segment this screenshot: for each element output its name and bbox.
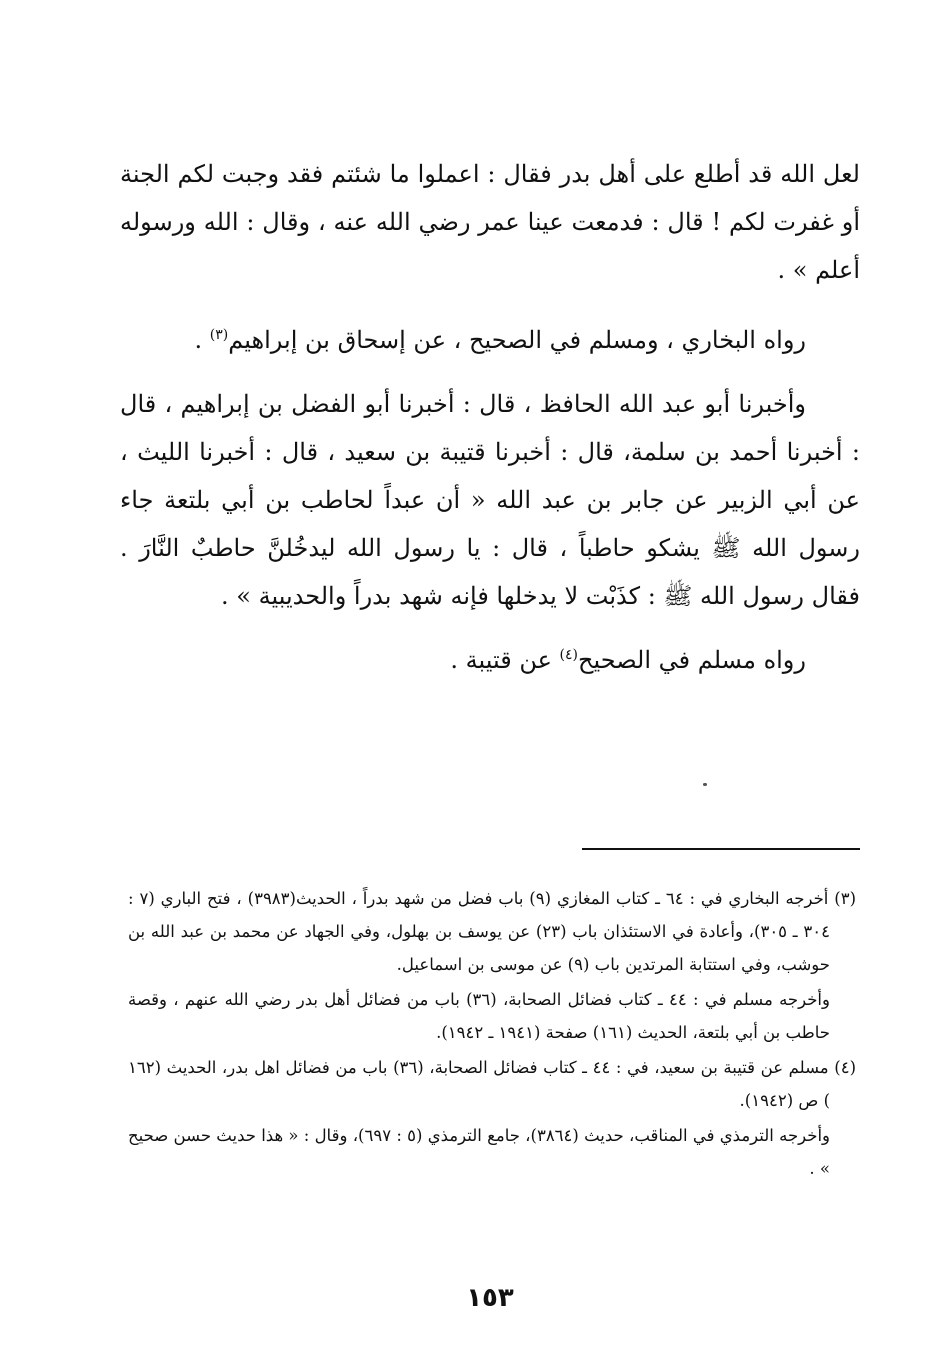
paragraph-narration-bukhari — [120, 316, 860, 364]
footnote-3: (٣) أخرجه البخاري في : ٦٤ ـ كتاب المغازي (٩) باب فضل من شهد بدراً ، الحديث(٣٩٨٣) ، فتح الباري (٧ : ٣٠٤ ـ ٣٠٥)، وأعادة في الاستئذان باب (٢٣) عن يوسف بن بهلول، وفي الجهاد عن محمد بن عبد الله بن حوشب، وفي استتابة المرتدين باب (٩) عن موسى بن اسماعيل. — [128, 889, 857, 974]
paragraph-hadith-hatib: وأخبرنا أبو عبد الله الحافظ ، قال : أخبرنا أبو الفضل بن إبراهيم ، قال : أخبرنا أحمد بن سلمة، قال : أخبرنا قتيبة بن سعيد ، قال : أخبرنا الليث ، عن أبي الزبير عن جابر بن عبد الله « أن عبداً لحاطب بن أبي بلتعة جاء رسول الله ﷺ يشكو حاطباً ، قال : يا رسول الله ليدخُلنَّ حاطبٌ النَّارَ . فقال رسول الله ﷺ : كذَبْت لا يدخلها فإنه شهد بدراً والحديبية » . — [120, 390, 860, 610]
narration-text: رواه البخاري ، ومسلم في الصحيح ، عن إسحاق بن إبراهيم — [228, 326, 806, 354]
narration-tail: عن قتيبة . — [450, 646, 560, 674]
main-text — [120, 150, 860, 700]
paragraph-narration-muslim — [120, 636, 860, 684]
footnote-ref-4[interactable]: (٤) — [559, 647, 578, 663]
scan-speck — [703, 783, 707, 786]
narration-text: رواه مسلم في الصحيح — [578, 646, 806, 674]
footnote-ref-3[interactable]: (٣) — [209, 327, 229, 343]
footnotes — [128, 882, 856, 1187]
footnote-4-continued: وأخرجه الترمذي في المناقب، حديث (٣٨٦٤)، جامع الترمذي (٥ : ٦٩٧)، وقال : « هذا حديث حسن صحيح » . — [128, 1126, 831, 1178]
paragraph-hadith-end: لعل الله قد أطلع على أهل بدر فقال : اعملوا ما شئتم فقد وجبت لكم الجنة أو غفرت لكم ! قال : فدمعت عينا عمر رضي الله عنه ، وقال : الله ورسوله أعلم » . — [120, 160, 860, 284]
footnote-separator — [582, 848, 860, 850]
page-number: ١٥٣ — [466, 1283, 514, 1313]
footnote-3-continued: وأخرجه مسلم في : ٤٤ ـ كتاب فضائل الصحابة، (٣٦) باب من فضائل أهل بدر رضي الله عنهم ، وقصة حاطب بن أبي بلتعة، الحديث (١٦١) صفحة (١٩٤١ ـ ١٩٤٢). — [128, 990, 830, 1042]
narration-tail: . — [194, 326, 210, 354]
footnote-4: (٤) مسلم عن قتيبة بن سعيد، في : ٤٤ ـ كتاب فضائل الصحابة، (٣٦) باب من فضائل اهل بدر، الحديث (١٦٢ ) ص (١٩٤٢). — [128, 1058, 856, 1110]
